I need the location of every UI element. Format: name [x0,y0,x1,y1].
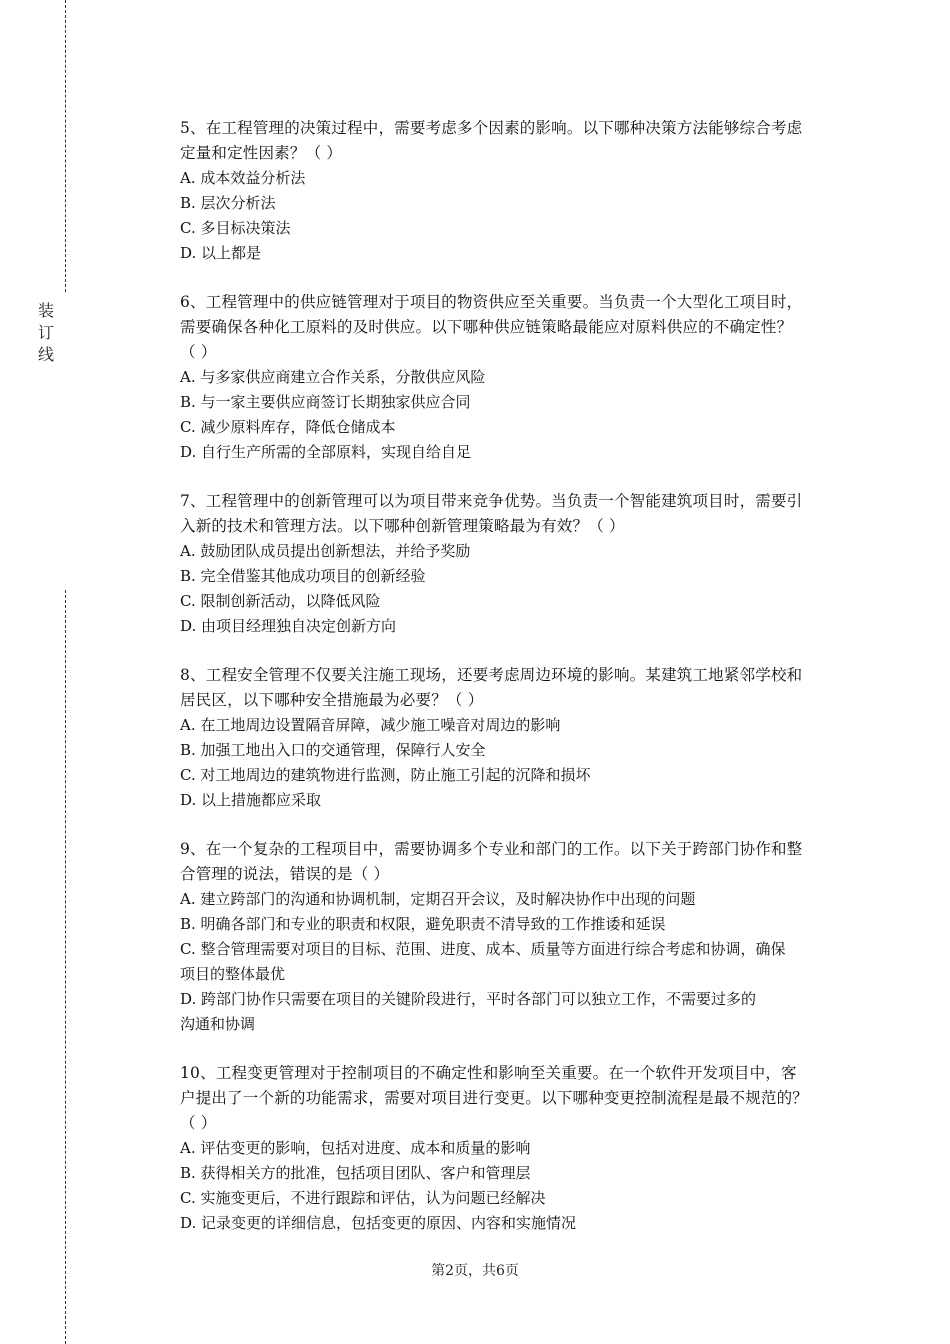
option-c: C. 多目标决策法 [180,219,291,237]
question-list [180,116,842,1260]
option-d-continued: 沟通和协调 [180,1015,256,1033]
option-d: D. 以上都是 [180,244,262,262]
option-b: B. 加强工地出入口的交通管理，保障行人安全 [180,741,486,759]
page-footer [0,1260,950,1280]
question-stem: （ ） [180,1114,217,1132]
option-d: D. 记录变更的详细信息，包括变更的原因、内容和实施情况 [180,1214,577,1232]
question-stem: 需要确保各种化工原料的及时供应。以下哪种供应链策略最能应对原料供应的不确定性？ [180,318,793,336]
option-d: D. 由项目经理独自决定创新方向 [180,617,397,635]
option-b: B. 层次分析法 [180,194,276,212]
option-d: D. 跨部门协作只需要在项目的关键阶段进行，平时各部门可以独立工作，不需要过多的 [180,990,757,1008]
option-c-continued: 项目的整体最优 [180,965,286,983]
question-stem: 10、工程变更管理对于控制项目的不确定性和影响至关重要。在一个软件开发项目中，客 [180,1064,797,1082]
option-b: B. 明确各部门和专业的职责和权限，避免职责不清导致的工作推诿和延误 [180,915,666,933]
page-number: 第2页，共6页 [431,1263,519,1279]
option-b: B. 与一家主要供应商签订长期独家供应合同 [180,393,471,411]
binding-dashed-line-top [65,0,66,292]
question-stem: 9、在一个复杂的工程项目中，需要协调多个专业和部门的工作。以下关于跨部门协作和整 [180,840,803,858]
question-stem: 居民区，以下哪种安全措施最为必要？（ ） [180,691,484,709]
question-stem: 8、工程安全管理不仅要关注施工现场，还要考虑周边环境的影响。某建筑工地紧邻学校和 [180,666,803,684]
option-c: C. 整合管理需要对项目的目标、范围、进度、成本、质量等方面进行综合考虑和协调，确保 [180,940,786,958]
question-5 [180,116,842,266]
option-c: C. 限制创新活动，以降低风险 [180,592,381,610]
question-10 [180,1061,842,1236]
option-c: C. 对工地周边的建筑物进行监测，防止施工引起的沉降和损坏 [180,766,591,784]
question-stem: 7、工程管理中的创新管理可以为项目带来竞争优势。当负责一个智能建筑项目时，需要引 [180,492,803,510]
option-d: D. 自行生产所需的全部原料，实现自给自足 [180,443,472,461]
option-b: B. 获得相关方的批准，包括项目团队、客户和管理层 [180,1164,531,1182]
question-stem: 入新的技术和管理方法。以下哪种创新管理策略最为有效？（ ） [180,517,625,535]
question-stem: 合管理的说法，错误的是（ ） [180,865,390,883]
option-c: C. 实施变更后，不进行跟踪和评估，认为问题已经解决 [180,1189,546,1207]
question-stem: 6、工程管理中的供应链管理对于项目的物资供应至关重要。当负责一个大型化工项目时， [180,293,803,311]
question-stem: 5、在工程管理的决策过程中，需要考虑多个因素的影响。以下哪种决策方法能够综合考虑 [180,119,803,137]
option-a: A. 建立跨部门的沟通和协调机制，定期召开会议，及时解决协作中出现的问题 [180,890,696,908]
question-stem: （ ） [180,343,217,361]
option-c: C. 减少原料库存，降低仓储成本 [180,418,396,436]
binding-line-label: 装订线 [37,301,54,364]
option-a: A. 鼓励团队成员提出创新想法，并给予奖励 [180,542,471,560]
question-6 [180,290,842,465]
option-d: D. 以上措施都应采取 [180,791,322,809]
option-a: A. 与多家供应商建立合作关系，分散供应风险 [180,368,486,386]
question-7 [180,489,842,639]
question-stem: 定量和定性因素？（ ） [180,144,343,162]
option-a: A. 评估变更的影响，包括对进度、成本和质量的影响 [180,1139,531,1157]
option-b: B. 完全借鉴其他成功项目的创新经验 [180,567,426,585]
question-stem: 户提出了一个新的功能需求，需要对项目进行变更。以下哪种变更控制流程是最不规范的？ [180,1089,809,1107]
option-a: A. 在工地周边设置隔音屏障，减少施工噪音对周边的影响 [180,716,561,734]
option-a: A. 成本效益分析法 [180,169,306,187]
question-9 [180,837,842,1037]
question-8 [180,663,842,813]
binding-dashed-line-bottom [65,590,66,1344]
